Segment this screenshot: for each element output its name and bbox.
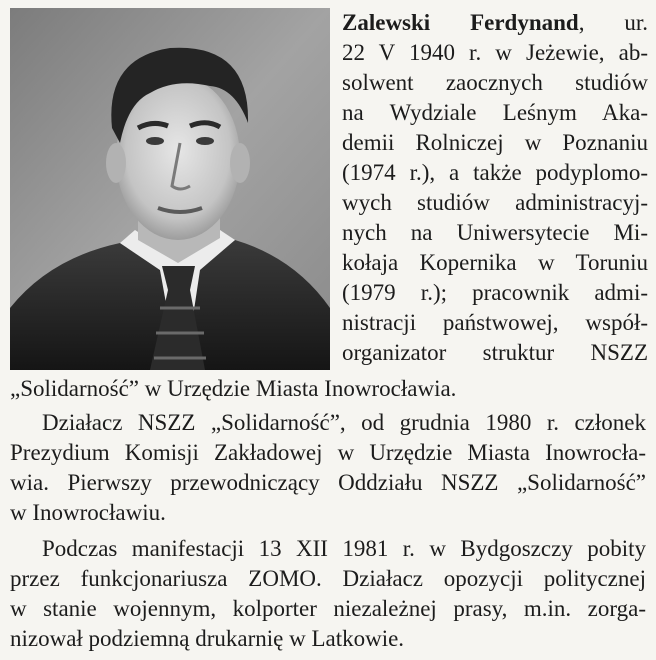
paragraph-2-line-4: w Inowrocławiu. — [10, 500, 166, 525]
entry-line-9: kołaja Kopernika w Toruniu — [342, 250, 648, 275]
paragraph-2-line-1: Działacz NSZZ „Solidarność”, od grudnia 1980 r. członek — [42, 410, 646, 435]
entry-line-6: (1974 r.), a także podyplomo- — [342, 160, 648, 185]
entry-line-8: nych na Uniwersytecie Mi- — [342, 220, 648, 245]
entry-name: Zalewski Ferdynand — [342, 10, 579, 35]
entry-line-12: organizator struktur NSZZ — [342, 340, 648, 365]
entry-line-5: demii Rolniczej w Poznaniu — [342, 130, 648, 155]
entry-line-13: „Solidarność” w Urzędzie Miasta Inowrocławia. — [10, 376, 457, 401]
paragraph-2-line-2: Prezydium Komisji Zakładowej w Urzędzie Miasta Inowrocła- — [10, 440, 646, 465]
entry-line-4: na Wydziale Leśnym Aka- — [342, 100, 648, 125]
portrait-image — [10, 8, 330, 370]
entry-line-10: (1979 r.); pracownik admi- — [342, 280, 648, 305]
paragraph-2-line-3: wia. Pierwszy przewodniczący Oddziału NSZZ „Solidarność” — [10, 470, 646, 495]
entry-line-2: 22 V 1940 r. w Jeżewie, ab- — [342, 40, 648, 65]
entry-line-3: solwent zaocznych studiów — [342, 70, 648, 95]
paragraph-3-line-3: w stanie wojennym, kolporter niezależnej prasy, m.in. zorga- — [10, 596, 646, 621]
entry-line-1-text: , ur. — [578, 10, 648, 35]
entry-line-1 — [342, 8, 648, 38]
paragraph-3-line-2: przez funkcjonariusza ZOMO. Działacz opozycji politycznej — [10, 566, 646, 591]
entry-line-11: nistracji państwowej, współ- — [342, 310, 648, 335]
portrait-photo — [10, 8, 330, 370]
entry-line-7: wych studiów administracyj- — [342, 190, 648, 215]
paragraph-3-line-4: nizował podziemną drukarnię w Latkowie. — [10, 626, 405, 651]
paragraph-3-line-1: Podczas manifestacji 13 XII 1981 r. w Bydgoszczy pobity — [42, 536, 646, 561]
